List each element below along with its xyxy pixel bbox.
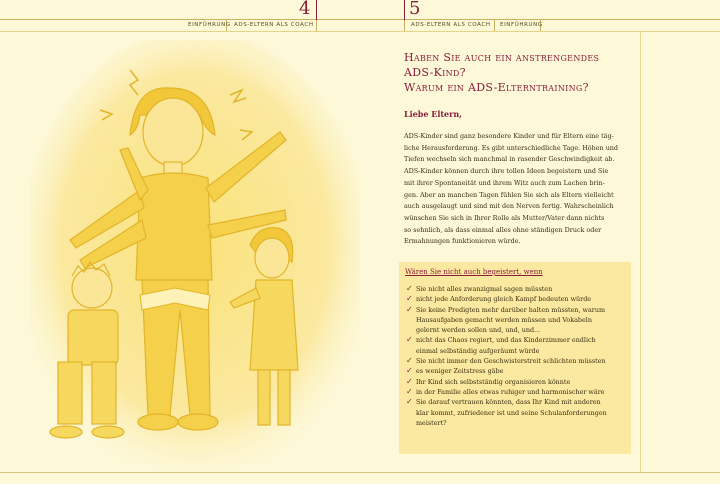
wish-list-item: [406, 294, 630, 304]
left-page-number: 4: [299, 0, 311, 19]
heading-line: Haben Sie auch ein anstrengendes: [404, 51, 600, 64]
checkmark-icon: ✓: [406, 335, 413, 345]
right-page-number: 5: [409, 0, 421, 19]
greeting: Liebe Eltern,: [404, 109, 462, 119]
wish-list-item: [406, 305, 630, 336]
checkmark-icon: ✓: [406, 284, 413, 293]
body-line: mit ihrer Spontaneität und ihrem Witz auch zum Lachen brin-: [404, 178, 605, 187]
wish-list-item: [406, 284, 630, 294]
wish-list-item: [406, 356, 630, 366]
tab-divider: [404, 20, 405, 31]
wish-list-line: Sie nicht alles zwanzigmal sagen müssten: [416, 285, 553, 293]
wish-list-item: [406, 335, 630, 356]
wish-list-line: Sie nicht immer den Geschwisterstreit schlichten müssten: [416, 357, 606, 366]
parent-children-illustration: [30, 40, 360, 465]
wish-list-line: in der Familie alles etwas ruhiger und harmonischer wäre: [416, 387, 605, 396]
body-line: gen. Aber an manchen Tagen fühlen Sie sich als Eltern vielleicht: [404, 190, 614, 199]
wish-list-item: [406, 397, 630, 428]
body-line: so sehnlich, als dass einmal alles ohne ständigen Druck oder: [404, 225, 602, 234]
body-line: Ermahnungen funktionieren würde.: [404, 237, 521, 246]
checkmark-icon: ✓: [406, 356, 413, 366]
article-heading: [404, 50, 634, 95]
body-line: Tiefen wechseln sich manchmal in rasender Geschwindigkeit ab.: [404, 155, 615, 164]
body-line: wünschen Sie sich in Ihrer Rolle als Mutter/Vater dann nichts: [404, 213, 605, 222]
page-header: [0, 0, 720, 32]
heading-line: ADS-Kind?: [404, 66, 466, 79]
wish-list-item: [406, 377, 630, 387]
left-page-number-divider: [316, 0, 317, 20]
checkmark-icon: ✓: [406, 366, 413, 376]
wish-list-line: es weniger Zeitstress gäbe: [416, 367, 504, 376]
header-rule: [0, 19, 720, 20]
body-text: [404, 131, 636, 248]
wish-list-line: gelernt werden sollen und, und, und...: [416, 326, 541, 335]
wish-list-line: Sie keine Predigten mehr darüber halten müssten, warum: [416, 305, 606, 314]
wish-list-item: [406, 387, 630, 397]
right-page-number-divider: [404, 0, 405, 20]
wish-list-line: Hausaufgaben gemacht werden müssen und Vokabeln: [416, 315, 592, 324]
bottom-rule: [0, 472, 720, 473]
tab-divider: [494, 20, 495, 31]
wish-list-line: Sie darauf vertrauen könnten, dass Ihr Kind mit anderen: [416, 398, 601, 407]
wish-list-item: [406, 366, 630, 376]
tab-ads-eltern-left[interactable]: ADS-ELTERN ALS COACH: [234, 22, 314, 28]
tab-einfuehrung-left[interactable]: EINFÜHRUNG: [188, 22, 231, 28]
body-line: ADS-Kinder sind ganz besondere Kinder und für Eltern eine täg-: [404, 132, 614, 140]
body-line: liche Herausforderung. Es gibt unterschiedliche Tage. Höhen und: [404, 143, 619, 152]
checkmark-icon: ✓: [406, 294, 413, 304]
wish-list-line: klar kommt, zufriedener ist und seine Schulanforderungen: [416, 408, 607, 417]
checkmark-icon: ✓: [406, 397, 413, 407]
wish-list: [406, 284, 630, 428]
heading-line: Warum ein ADS-Elterntraining?: [404, 81, 589, 94]
wish-list-line: Ihr Kind sich selbstständig organisieren könnte: [416, 377, 571, 386]
wish-list-line: nicht jede Anforderung gleich Kampf bedeuten würde: [416, 295, 592, 304]
checkmark-icon: ✓: [406, 376, 413, 386]
checkmark-icon: ✓: [406, 304, 413, 314]
wish-list-line: einmal selbständig aufgeräumt würde: [416, 346, 540, 355]
wish-box-title: Wären Sie nicht auch begeistert, wenn: [405, 268, 543, 276]
body-line: ADS-Kinder können durch ihre tollen Ideen begeistern und Sie: [404, 167, 609, 176]
tab-divider: [316, 20, 317, 31]
header-rule-lower: [0, 31, 720, 32]
checkmark-icon: ✓: [406, 386, 413, 396]
column-guide: [640, 32, 641, 472]
wish-list-line: meistert?: [416, 418, 447, 427]
tab-einfuehrung-right[interactable]: EINFÜHRUNG: [500, 22, 543, 28]
wish-list-line: nicht das Chaos regiert, und das Kinderzimmer endlich: [416, 336, 596, 345]
body-line: auch ausgelaugt und sind mit den Nerven fertig. Wahrscheinlich: [404, 202, 614, 211]
tab-ads-eltern-right[interactable]: ADS-ELTERN ALS COACH: [411, 22, 491, 28]
